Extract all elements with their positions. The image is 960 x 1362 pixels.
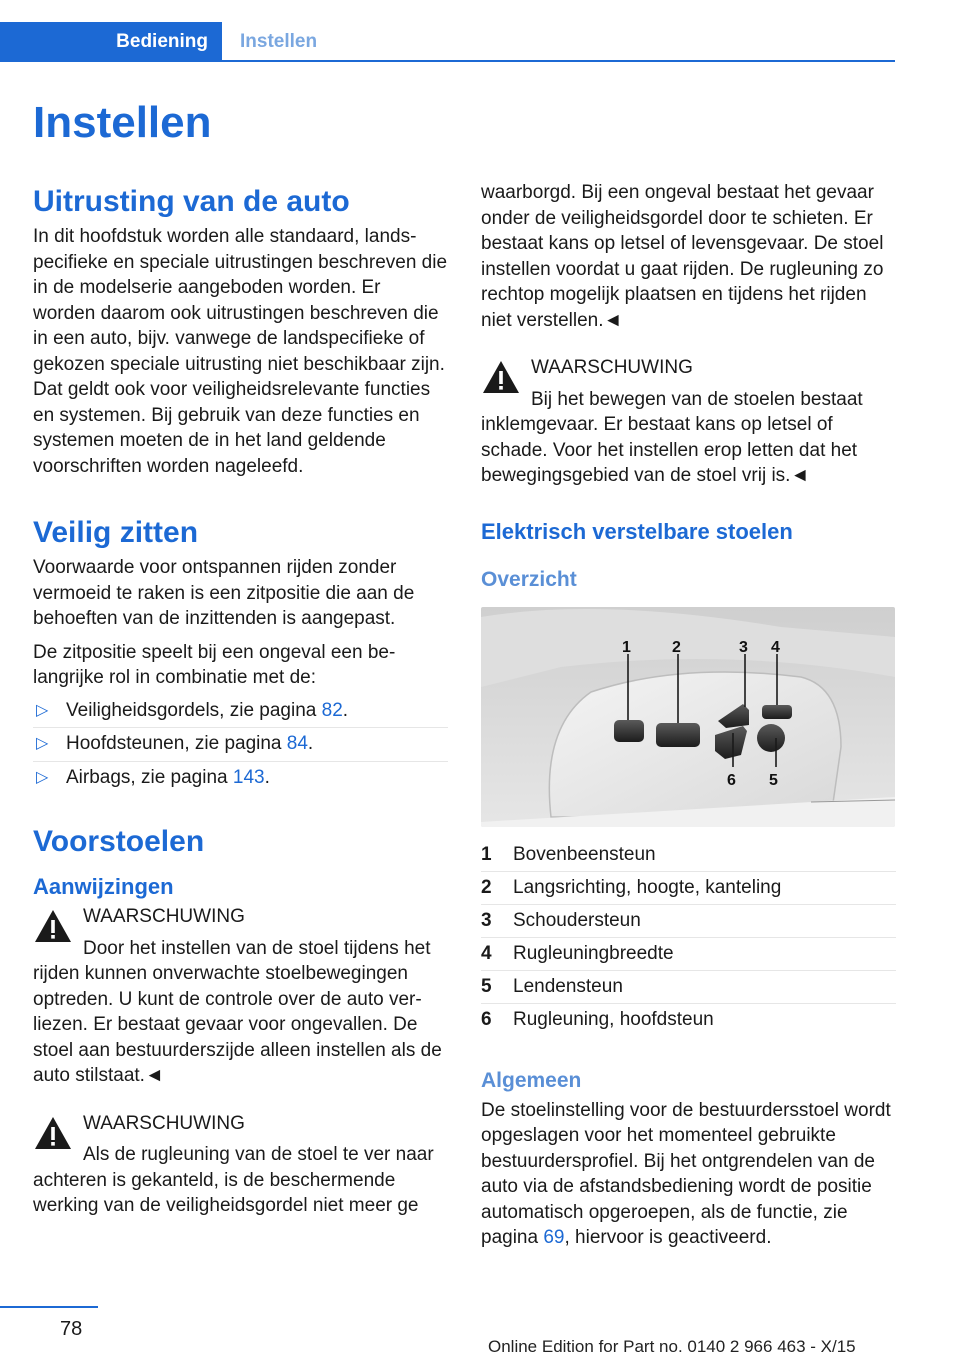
bullet-text: Hoofdsteunen, zie pagina <box>66 733 287 754</box>
triangle-right-icon: ▷ <box>36 768 49 786</box>
warning-label: WAARSCHUWING <box>531 357 693 378</box>
heading-uitrusting: Uitrusting van de auto <box>33 185 350 218</box>
table-row <box>481 1004 896 1036</box>
table-row <box>481 839 896 872</box>
page-link-69[interactable]: 69 <box>543 1227 565 1248</box>
warning-triangle-icon <box>481 359 521 395</box>
tab-bediening[interactable]: Bediening <box>0 22 222 62</box>
table-row <box>481 872 896 905</box>
page-link-143[interactable]: 143 <box>232 766 265 788</box>
list-item <box>33 695 448 729</box>
table-row <box>481 971 896 1004</box>
algemeen-text-before: De stoelinstelling voor de bestuurdersstoel wordt opgeslagen voor het momenteel gebruikte bestuurdersprofiel. Bij het ontgrendelen van de auto via de afstandsbediening wordt de positie automatisch opgeroepen, als de functie, zie pagina <box>481 1099 891 1248</box>
legend-label: Schoudersteun <box>513 909 641 931</box>
warning-triangle-icon <box>33 908 73 944</box>
page-title: Instellen <box>33 98 212 147</box>
seat-controls-figure <box>481 607 895 827</box>
legend-label: Rugleuning, hoofdsteun <box>513 1008 714 1030</box>
warning-2-continued: waarborgd. Bij een ongeval bestaat het gevaar onder de veiligheidsgordel door te schieten. Er bestaat kans op letsel of levensgevaar. De stoel instellen voordat u gaat rijden. De rugleuning zo rechtop mogelijk plaatsen en tijdens het rijden niet verstellen.◄ <box>481 182 884 331</box>
tab-instellen[interactable]: Instellen <box>240 31 318 52</box>
bullet-end: . <box>264 766 270 788</box>
table-row <box>481 905 896 938</box>
heading-algemeen: Algemeen <box>481 1068 582 1092</box>
figure-callout-4: 4 <box>771 638 780 656</box>
bullet-end: . <box>307 733 314 754</box>
figure-callout-6: 6 <box>727 771 736 789</box>
page-number: 78 <box>60 1318 83 1340</box>
warning-text: Als de rugleuning van de stoel te ver naar achteren is gekanteld, is de beschermende werking van de veiligheidsgordel niet meer ge <box>33 1144 434 1216</box>
legend-number: 3 <box>481 909 492 931</box>
heading-overzicht: Overzicht <box>481 567 577 591</box>
veilig-bullet-list <box>33 695 448 795</box>
left-column <box>33 182 448 1219</box>
bullet-end: . <box>342 699 349 721</box>
legend-label: Bovenbeensteun <box>513 843 656 865</box>
seat-button-2 <box>656 723 700 747</box>
right-column <box>481 180 896 1251</box>
page-link-82[interactable]: 82 <box>321 699 343 721</box>
heading-aanwijzingen: Aanwijzingen <box>33 874 174 899</box>
seat-button-1 <box>614 720 644 742</box>
legend-number: 1 <box>481 843 492 865</box>
bullet-text: Veiligheidsgordels, zie pagina <box>66 699 322 721</box>
warning-block-3 <box>481 355 896 489</box>
triangle-right-icon: ▷ <box>36 735 49 752</box>
figure-callout-5: 5 <box>769 771 778 789</box>
legend-label: Lendensteun <box>513 975 623 997</box>
footer-divider <box>0 1306 98 1308</box>
figure-legend <box>481 839 896 1036</box>
page-link-84[interactable]: 84 <box>286 733 308 754</box>
footer-edition: Online Edition for Part no. 0140 2 966 463 - X/15 <box>488 1337 856 1356</box>
legend-number: 6 <box>481 1008 492 1030</box>
figure-callout-3: 3 <box>739 638 748 656</box>
algemeen-text <box>481 1098 896 1251</box>
warning-text: Bij het bewegen van de stoelen bestaat inklemgevaar. Er bestaat kans op letsel of schade. Voor het instellen erop letten dat het bewegingsgebied van de stoel vrij is.◄ <box>481 388 863 486</box>
legend-label: Rugleuningbreedte <box>513 942 674 964</box>
header-divider <box>222 60 895 62</box>
warning-triangle-icon <box>33 1115 73 1151</box>
warning-block-2 <box>33 1111 448 1219</box>
list-item <box>33 762 448 795</box>
heading-voorstoelen: Voorstoelen <box>33 825 205 858</box>
veilig-text-2: De zitpositie speelt bij een ongeval een belangrijke rol in combinatie met de: <box>33 641 396 688</box>
warning-label: WAARSCHUWING <box>83 906 245 927</box>
table-row <box>481 938 896 971</box>
list-item <box>33 728 448 762</box>
seat-button-5 <box>757 724 785 752</box>
header-bar <box>0 0 895 62</box>
warning-text: Door het instellen van de stoel tijdens het rijden kunnen onverwachte stoelbewegingen optreden. U kunt de controle over de auto verliezen. Er bestaat gevaar voor ongevallen. De stoel aan bestuurderszijde alleen instellen als de auto stilstaat.◄ <box>33 937 442 1086</box>
legend-number: 5 <box>481 975 492 997</box>
figure-callout-2: 2 <box>672 638 681 656</box>
warning-block-1 <box>33 904 448 1089</box>
veilig-text-1: Voorwaarde voor ontspannen rijden zonder vermoeid te raken is een zitpositie die aan de behoeften van de inzittenden is aangepast. <box>33 557 415 629</box>
triangle-right-icon: ▷ <box>36 701 49 719</box>
algemeen-text-after: , hiervoor is geactiveerd. <box>564 1227 772 1248</box>
figure-callout-1: 1 <box>622 638 631 656</box>
legend-number: 2 <box>481 876 492 898</box>
legend-label: Langsrichting, hoogte, kanteling <box>513 876 782 898</box>
bullet-text: Airbags, zie pagina <box>66 766 233 788</box>
uitrusting-text: In dit hoofdstuk worden alle standaard, landspecifieke en speciale uitrustingen beschreven die in de modelserie aangeboden worden. Er worden daarom ook uitrustingen beschreven die in een auto, bijv. vanwege de landspecifieke of gekozen speciale uitrusting niet beschikbaar zijn. Dat geldt ook voor veiligheidsrelevante functies en systemen. Bij gebruik van deze functies en systemen moeten de in het land geldende voorschriften worden nageleefd. <box>33 226 448 477</box>
seat-button-4 <box>762 705 792 719</box>
heading-elektrisch: Elektrisch verstelbare stoelen <box>481 518 793 544</box>
legend-number: 4 <box>481 942 492 964</box>
seat-controls-illustration <box>481 607 895 827</box>
warning-label: WAARSCHUWING <box>83 1112 245 1134</box>
heading-veilig-zitten: Veilig zitten <box>33 516 199 549</box>
